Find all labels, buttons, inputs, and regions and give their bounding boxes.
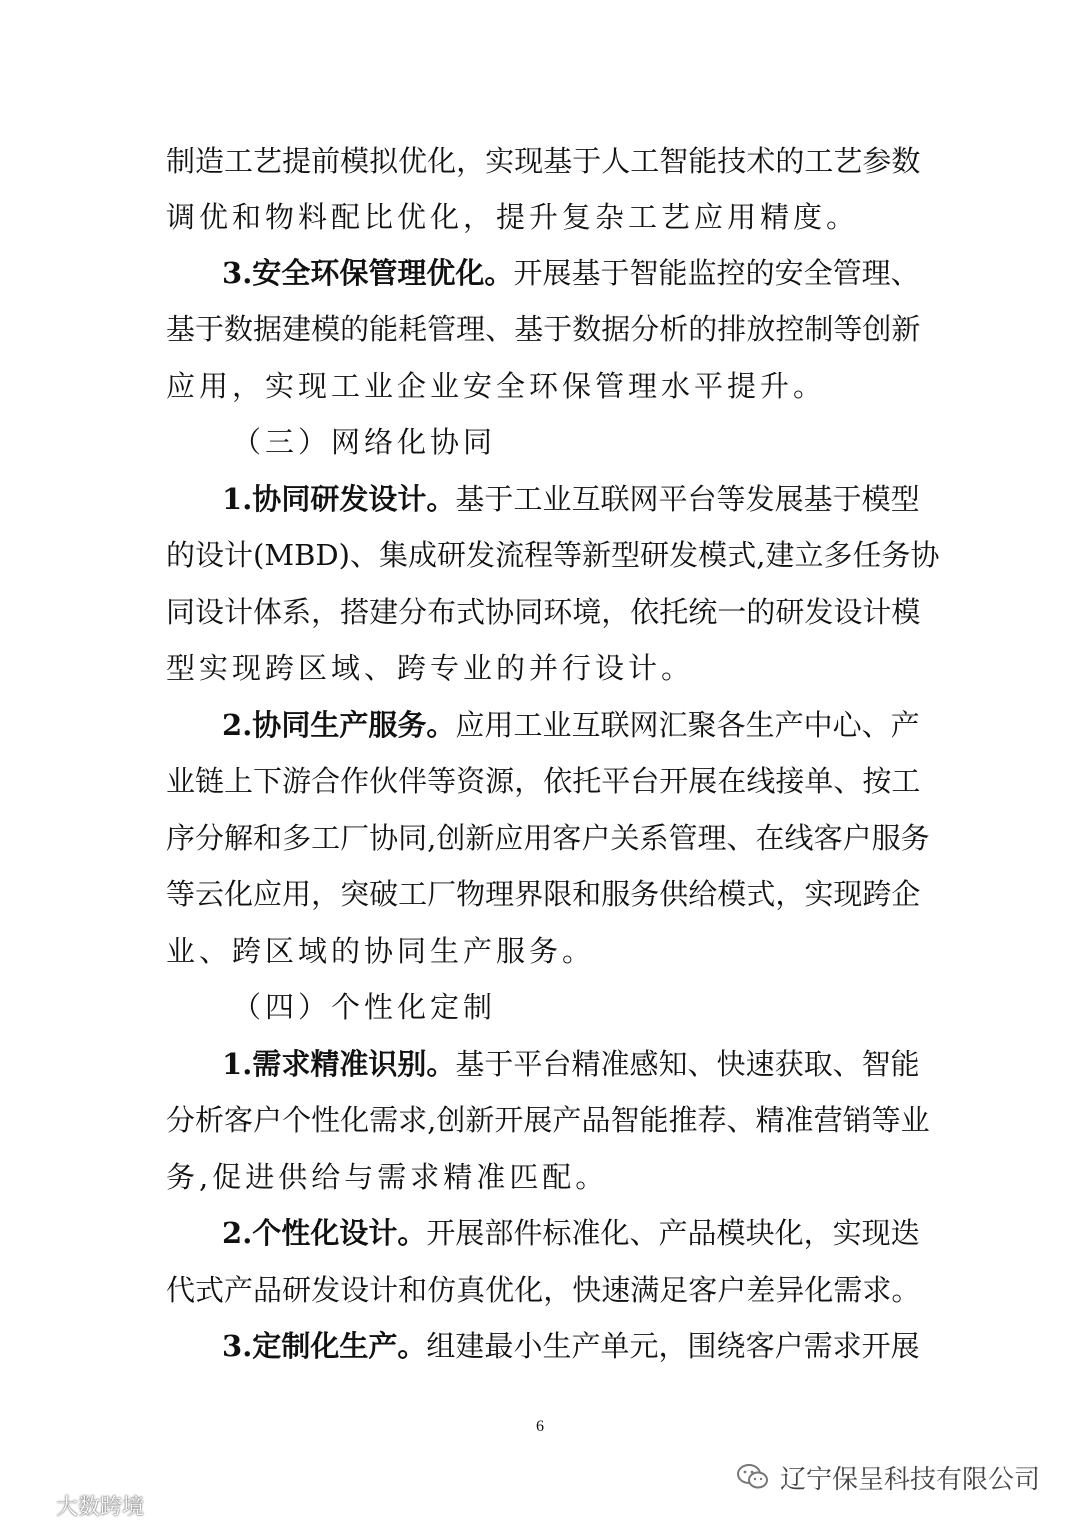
text-line bbox=[166, 1157, 918, 1197]
line-text: 型实现跨区域、跨专业的并行设计。 bbox=[166, 651, 695, 685]
line-text: 业、跨区域的协同生产服务。 bbox=[166, 934, 596, 968]
justified-text: 等 云 化 应 用 ， 突 破 工 厂 物 理 界 限 和 服 务 供 给 模 式 ， 实 现 跨 企 bbox=[166, 877, 921, 911]
text-line bbox=[166, 141, 921, 181]
text-line bbox=[222, 1326, 918, 1366]
text-line bbox=[166, 592, 921, 632]
line-text: 应用，实现工业企业安全环保管理水平提升。 bbox=[166, 369, 827, 403]
section-heading bbox=[232, 987, 496, 1027]
brand-watermark bbox=[6, 1488, 144, 1522]
justified-text: 2 . 个 性 化 设 计 。 开 展 部 件 标 准 化 、 产 品 模 块 化 ， 实 现 迭 bbox=[222, 1216, 920, 1250]
text-line bbox=[166, 818, 930, 858]
justified-text: 序 分 解 和 多 工 厂 协 同 , 创 新 应 用 客 户 关 系 管 理 、 在 线 客 户 服 务 bbox=[166, 821, 930, 855]
page-number: 6 bbox=[536, 1418, 544, 1435]
text-line bbox=[166, 761, 921, 801]
text-line bbox=[222, 253, 918, 293]
company-name: 辽宁保呈科技有限公司 bbox=[779, 1464, 1040, 1495]
justified-text: 制 造 工 艺 提 前 模 拟 优 化 ， 实 现 基 于 人 工 智 能 技 术 的 工 艺 参 数 bbox=[166, 144, 921, 178]
text-line bbox=[166, 197, 918, 237]
text-line bbox=[222, 1213, 918, 1253]
text-line bbox=[166, 1100, 930, 1140]
text-line bbox=[166, 535, 940, 575]
text-line bbox=[166, 874, 921, 914]
text-line bbox=[222, 1044, 918, 1084]
justified-text: 基 于 数 据 建 模 的 能 耗 管 理 、 基 于 数 据 分 析 的 排 放 控 制 等 创 新 bbox=[166, 312, 921, 346]
justified-text: 分 析 客 户 个 性 化 需 求 , 创 新 开 展 产 品 智 能 推 荐 、 精 准 营 销 等 业 bbox=[166, 1103, 930, 1137]
justified-text: 2 . 协 同 生 产 服 务 。 应 用 工 业 互 联 网 汇 聚 各 生 产 中 心 、 产 bbox=[222, 708, 920, 742]
text-line bbox=[166, 931, 918, 971]
justified-text: 3 . 安 全 环 保 管 理 优 化 。 开 展 基 于 智 能 监 控 的 安 全 管 理 、 bbox=[222, 256, 920, 290]
text-line bbox=[166, 1270, 921, 1310]
text-line bbox=[222, 705, 918, 745]
justified-text: 业 链 上 下 游 合 作 伙 伴 等 资 源 ， 依 托 平 台 开 展 在 线 接 单 、 按 工 bbox=[166, 764, 921, 798]
justified-text: 3 . 定 制 化 生 产 。 组 建 最 小 生 产 单 元 ， 围 绕 客 户 需 求 开 展 bbox=[222, 1329, 920, 1363]
brand-name: 大数跨境 bbox=[56, 1494, 145, 1520]
text-line bbox=[166, 366, 918, 406]
justified-text: 代 式 产 品 研 发 设 计 和 仿 真 优 化 ， 快 速 满 足 客 户 差 异 化 需 求 。 bbox=[166, 1273, 921, 1307]
justified-text: 同 设 计 体 系 ， 搭 建 分 布 式 协 同 环 境 ， 依 托 统 一 的 研 发 设 计 模 bbox=[166, 595, 921, 629]
line-text: 务,促进供给与需求精准匹配。 bbox=[166, 1160, 609, 1194]
section-heading bbox=[232, 422, 496, 462]
company-watermark bbox=[736, 1457, 1040, 1497]
justified-text: 的 设 计 ( M B D ) 、 集 成 研 发 流 程 等 新 型 研 发 模 式 , 建 立 多 任 务 协 bbox=[166, 538, 940, 572]
text-line bbox=[166, 309, 921, 349]
heading-text: （四）个性化定制 bbox=[232, 990, 497, 1024]
justified-text: 1 . 需 求 精 准 识 别 。 基 于 平 台 精 准 感 知 、 快 速 获 取 、 智 能 bbox=[222, 1047, 920, 1081]
heading-text: （三）网络化协同 bbox=[232, 425, 497, 459]
text-line bbox=[166, 648, 918, 688]
logo-icon bbox=[6, 1493, 50, 1517]
line-text: 调优和物料配比优化，提升复杂工艺应用精度。 bbox=[166, 200, 860, 234]
text-line bbox=[222, 479, 918, 519]
justified-text: 1 . 协 同 研 发 设 计 。 基 于 工 业 互 联 网 平 台 等 发 展 基 于 模 型 bbox=[222, 482, 920, 516]
wechat-icon bbox=[736, 1462, 770, 1492]
